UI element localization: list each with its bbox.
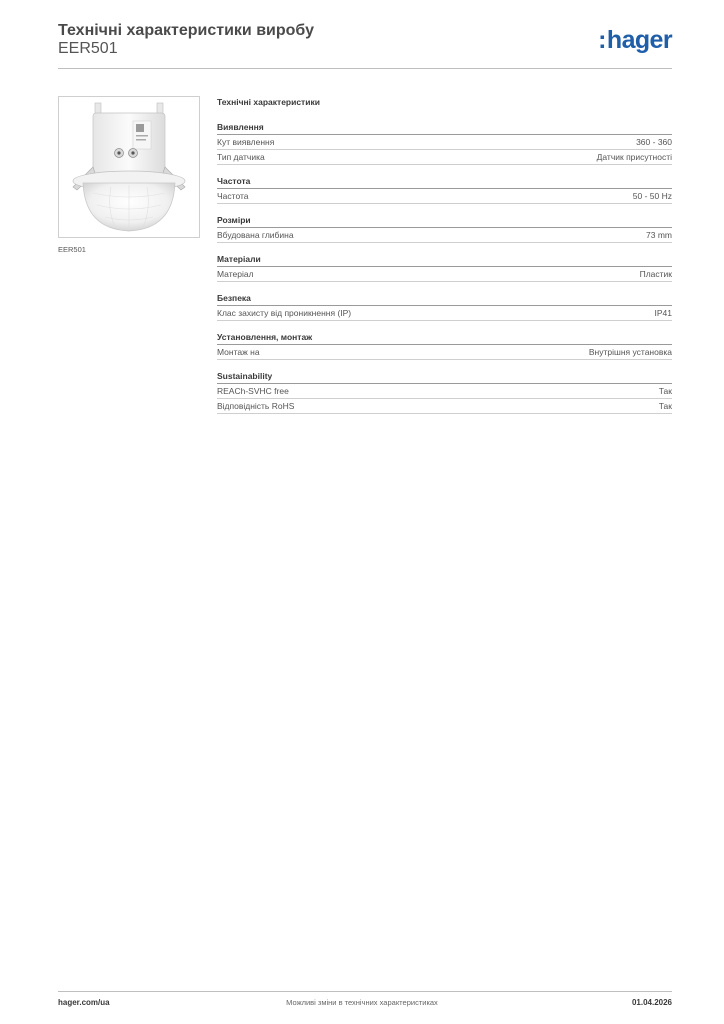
- logo-text: hager: [606, 26, 672, 54]
- footer-divider: [58, 991, 672, 992]
- spec-row: [217, 399, 672, 414]
- page-header: [58, 22, 672, 68]
- spec-value: Датчик присутності: [596, 152, 672, 162]
- spec-group-frequency: [217, 175, 672, 204]
- spec-label: REACh-SVHC free: [217, 386, 289, 396]
- spec-group-title: Матеріали: [217, 253, 672, 267]
- spec-group-title: Sustainability: [217, 370, 672, 384]
- specs-table: [217, 96, 672, 424]
- spec-group-safety: [217, 292, 672, 321]
- spec-row: [217, 306, 672, 321]
- spec-label: Тип датчика: [217, 152, 265, 162]
- spec-label: Клас захисту від проникнення (IP): [217, 308, 352, 318]
- spec-row: [217, 384, 672, 399]
- spec-value: IP41: [654, 308, 672, 318]
- spec-group-title: Частота: [217, 175, 672, 189]
- spec-label: Відповідність RoHS: [217, 401, 295, 411]
- spec-group-title: Безпека: [217, 292, 672, 306]
- spec-value: Так: [658, 401, 672, 411]
- spec-row: [217, 189, 672, 204]
- footer-website-link[interactable]: hager.com/ua: [58, 998, 110, 1007]
- spec-value: Внутрішня установка: [588, 347, 672, 357]
- spec-group-dimensions: [217, 214, 672, 243]
- spec-label: Монтаж на: [217, 347, 260, 357]
- spec-group-title: Розміри: [217, 214, 672, 228]
- spec-value: 73 mm: [646, 230, 672, 240]
- spec-label: Вбудована глибина: [217, 230, 294, 240]
- spec-group-sustainability: [217, 370, 672, 414]
- spec-value: 360 - 360: [636, 137, 672, 147]
- product-code: EER501: [58, 40, 118, 57]
- spec-row: [217, 267, 672, 282]
- product-image: [58, 96, 200, 238]
- hager-logo: :hager: [598, 26, 672, 54]
- spec-group-installation: [217, 331, 672, 360]
- spec-group-materials: [217, 253, 672, 282]
- spec-row: [217, 345, 672, 360]
- page-title: Технічні характеристики виробу: [58, 22, 314, 39]
- spec-group-title: Виявлення: [217, 121, 672, 135]
- spec-group-title: Установлення, монтаж: [217, 331, 672, 345]
- product-caption: EER501: [58, 245, 86, 254]
- spec-value: 50 - 50 Hz: [632, 191, 672, 201]
- footer-note: Можливі зміни в технічних характеристиках: [286, 998, 438, 1007]
- spec-label: Частота: [217, 191, 249, 201]
- specs-title: Технічні характеристики: [217, 97, 320, 107]
- spec-row: [217, 150, 672, 165]
- spec-value: Пластик: [639, 269, 672, 279]
- header-divider: [58, 68, 672, 69]
- motion-sensor-image-icon: [59, 97, 199, 237]
- spec-row: [217, 228, 672, 243]
- spec-label: Матеріал: [217, 269, 254, 279]
- spec-row: [217, 135, 672, 150]
- footer-date: 01.04.2026: [631, 998, 672, 1007]
- spec-group-detection: [217, 121, 672, 165]
- spec-value: Так: [658, 386, 672, 396]
- spec-label: Кут виявлення: [217, 137, 275, 147]
